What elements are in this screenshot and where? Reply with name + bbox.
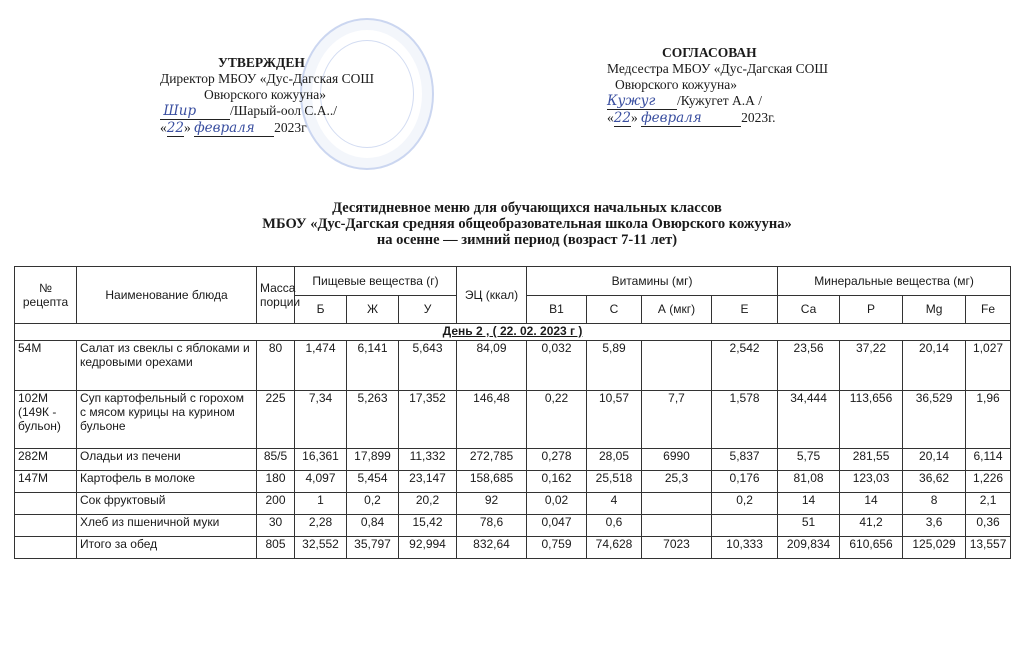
table-row — [15, 341, 1011, 391]
cell-recipe — [15, 493, 77, 515]
cell-dish: Оладьи из печени — [77, 449, 257, 471]
cell-mg: 20,14 — [903, 449, 966, 471]
cell-p: 113,656 — [840, 391, 903, 449]
approval-day: 22 — [166, 120, 184, 136]
table-row — [15, 471, 1011, 493]
cell-mass: 200 — [257, 493, 295, 515]
cell-a: 25,3 — [642, 471, 712, 493]
cell-b1: 0,759 — [527, 537, 587, 559]
header-dish: Наименование блюда — [77, 267, 257, 324]
header-mass: Масса порции — [257, 267, 295, 324]
cell-u: 20,2 — [399, 493, 457, 515]
cell-recipe: 282М — [15, 449, 77, 471]
cell-b1: 0,047 — [527, 515, 587, 537]
date-quote-close: » — [183, 120, 191, 135]
title-line-1: Десятидневное меню для обучающихся начальных классов — [332, 200, 722, 216]
table-row — [15, 537, 1011, 559]
approval-header: УТВЕРЖДЕН — [218, 55, 305, 70]
cell-b1: 0,02 — [527, 493, 587, 515]
header-e: Е — [712, 295, 778, 324]
cell-dish: Суп картофельный с горохом с мясом курицы на курином бульоне — [77, 391, 257, 449]
header-mg: Mg — [903, 295, 966, 324]
approval-month: февраля — [194, 120, 274, 137]
nurse-name: /Кужугет А.А / — [677, 93, 763, 108]
cell-b: 16,361 — [295, 449, 347, 471]
cell-ca: 5,75 — [778, 449, 840, 471]
cell-ec: 272,785 — [457, 449, 527, 471]
cell-zh: 0,84 — [347, 515, 399, 537]
cell-a — [642, 341, 712, 391]
cell-mg: 3,6 — [903, 515, 966, 537]
agreement-block — [607, 45, 907, 127]
cell-mass: 80 — [257, 341, 295, 391]
cell-c: 0,6 — [587, 515, 642, 537]
cell-recipe — [15, 515, 77, 537]
cell-mg: 20,14 — [903, 341, 966, 391]
cell-recipe: 147М — [15, 471, 77, 493]
date-quote-open: « — [160, 120, 167, 135]
approval-block — [160, 55, 410, 137]
cell-b: 2,28 — [295, 515, 347, 537]
cell-zh: 5,454 — [347, 471, 399, 493]
cell-fe: 6,114 — [966, 449, 1011, 471]
cell-c: 10,57 — [587, 391, 642, 449]
cell-zh: 6,141 — [347, 341, 399, 391]
cell-a — [642, 515, 712, 537]
cell-zh: 5,263 — [347, 391, 399, 449]
agree-date-quote-close: » — [630, 110, 638, 125]
cell-fe: 1,027 — [966, 341, 1011, 391]
cell-fe: 0,36 — [966, 515, 1011, 537]
cell-b1: 0,278 — [527, 449, 587, 471]
agreement-year: 2023г. — [741, 110, 776, 125]
cell-e: 2,542 — [712, 341, 778, 391]
cell-u: 5,643 — [399, 341, 457, 391]
cell-mass: 225 — [257, 391, 295, 449]
header-zh: Ж — [347, 295, 399, 324]
cell-dish: Итого за обед — [77, 537, 257, 559]
title-line-3: на осенне — зимний период (возраст 7-11 лет) — [376, 232, 678, 248]
agreement-header: СОГЛАСОВАН — [662, 45, 757, 60]
header-fe: Fe — [966, 295, 1011, 324]
cell-recipe: 54М — [15, 341, 77, 391]
cell-b1: 0,032 — [527, 341, 587, 391]
table-row — [15, 449, 1011, 471]
cell-recipe — [15, 537, 77, 559]
cell-p: 281,55 — [840, 449, 903, 471]
cell-fe: 2,1 — [966, 493, 1011, 515]
cell-c: 28,05 — [587, 449, 642, 471]
cell-p: 14 — [840, 493, 903, 515]
cell-c: 25,518 — [587, 471, 642, 493]
cell-mass: 30 — [257, 515, 295, 537]
cell-u: 17,352 — [399, 391, 457, 449]
director-name: /Шарый-оол С.А../ — [230, 103, 337, 118]
cell-b1: 0,162 — [527, 471, 587, 493]
cell-e: 0,176 — [712, 471, 778, 493]
cell-b: 32,552 — [295, 537, 347, 559]
cell-u: 23,147 — [399, 471, 457, 493]
day-label: День 2 , ( 22. 02. 2023 г ) — [442, 324, 583, 338]
cell-zh: 17,899 — [347, 449, 399, 471]
cell-ec: 92 — [457, 493, 527, 515]
cell-dish: Салат из свеклы с яблоками и кедровыми орехами — [77, 341, 257, 391]
cell-b: 7,34 — [295, 391, 347, 449]
header-minerals: Минеральные вещества (мг) — [778, 267, 1011, 296]
cell-ca: 51 — [778, 515, 840, 537]
director-signature: Шир — [163, 103, 197, 119]
header-b1: В1 — [527, 295, 587, 324]
cell-ec: 146,48 — [457, 391, 527, 449]
cell-mass: 85/5 — [257, 449, 295, 471]
cell-ca: 23,56 — [778, 341, 840, 391]
agreement-day: 22 — [613, 110, 631, 126]
day-row — [15, 324, 1011, 341]
title-line-2: МБОУ «Дус-Дагская средняя общеобразовательная школа Овюрского кожууна» — [262, 216, 792, 232]
cell-ec: 158,685 — [457, 471, 527, 493]
approval-org: Овюрского кожууна» — [204, 87, 326, 102]
cell-e: 1,578 — [712, 391, 778, 449]
cell-u: 11,332 — [399, 449, 457, 471]
cell-e: 5,837 — [712, 449, 778, 471]
cell-mg: 125,029 — [903, 537, 966, 559]
cell-u: 92,994 — [399, 537, 457, 559]
agree-date-quote-open: « — [607, 110, 614, 125]
cell-u: 15,42 — [399, 515, 457, 537]
cell-ec: 832,64 — [457, 537, 527, 559]
cell-c: 5,89 — [587, 341, 642, 391]
header-vitamins: Витамины (мг) — [527, 267, 778, 296]
cell-e: 0,2 — [712, 493, 778, 515]
table-row — [15, 515, 1011, 537]
cell-a: 6990 — [642, 449, 712, 471]
table-row — [15, 493, 1011, 515]
header-a: А (мкг) — [642, 295, 712, 324]
header-recipe: № рецепта — [15, 267, 77, 324]
cell-mg: 36,529 — [903, 391, 966, 449]
cell-ca: 209,834 — [778, 537, 840, 559]
header-u: У — [399, 295, 457, 324]
cell-ec: 84,09 — [457, 341, 527, 391]
cell-p: 610,656 — [840, 537, 903, 559]
header-c: С — [587, 295, 642, 324]
agreement-position: Медсестра МБОУ «Дус-Дагская СОШ — [607, 61, 828, 76]
cell-mass: 180 — [257, 471, 295, 493]
cell-dish: Картофель в молоке — [77, 471, 257, 493]
approval-position: Директор МБОУ «Дус-Дагская СОШ — [160, 71, 374, 86]
cell-fe: 13,557 — [966, 537, 1011, 559]
cell-recipe: 102М (149К - бульон) — [15, 391, 77, 449]
cell-ec: 78,6 — [457, 515, 527, 537]
agreement-org: Овюрского кожууна» — [615, 77, 737, 92]
cell-ca: 34,444 — [778, 391, 840, 449]
cell-a: 7,7 — [642, 391, 712, 449]
cell-ca: 81,08 — [778, 471, 840, 493]
menu-table — [14, 266, 1011, 559]
header-energy: ЭЦ (ккал) — [457, 267, 527, 324]
cell-b: 1,474 — [295, 341, 347, 391]
cell-mass: 805 — [257, 537, 295, 559]
cell-b1: 0,22 — [527, 391, 587, 449]
agreement-month: февраля — [641, 110, 741, 127]
cell-a: 7023 — [642, 537, 712, 559]
cell-p: 123,03 — [840, 471, 903, 493]
nurse-signature: Кужуг — [607, 93, 656, 109]
cell-e: 10,333 — [712, 537, 778, 559]
cell-zh: 35,797 — [347, 537, 399, 559]
cell-a — [642, 493, 712, 515]
header-ca: Са — [778, 295, 840, 324]
cell-p: 37,22 — [840, 341, 903, 391]
document-title — [0, 200, 1024, 248]
cell-b: 4,097 — [295, 471, 347, 493]
cell-fe: 1,226 — [966, 471, 1011, 493]
cell-p: 41,2 — [840, 515, 903, 537]
cell-b: 1 — [295, 493, 347, 515]
cell-dish: Сок фруктовый — [77, 493, 257, 515]
header-nutrients: Пищевые вещества (г) — [295, 267, 457, 296]
cell-ca: 14 — [778, 493, 840, 515]
cell-dish: Хлеб из пшеничной муки — [77, 515, 257, 537]
table-row — [15, 391, 1011, 449]
cell-e — [712, 515, 778, 537]
cell-c: 4 — [587, 493, 642, 515]
cell-zh: 0,2 — [347, 493, 399, 515]
cell-fe: 1,96 — [966, 391, 1011, 449]
cell-mg: 36,62 — [903, 471, 966, 493]
cell-c: 74,628 — [587, 537, 642, 559]
header-p: Р — [840, 295, 903, 324]
cell-mg: 8 — [903, 493, 966, 515]
header-b: Б — [295, 295, 347, 324]
approval-year: 2023г — [274, 120, 307, 135]
